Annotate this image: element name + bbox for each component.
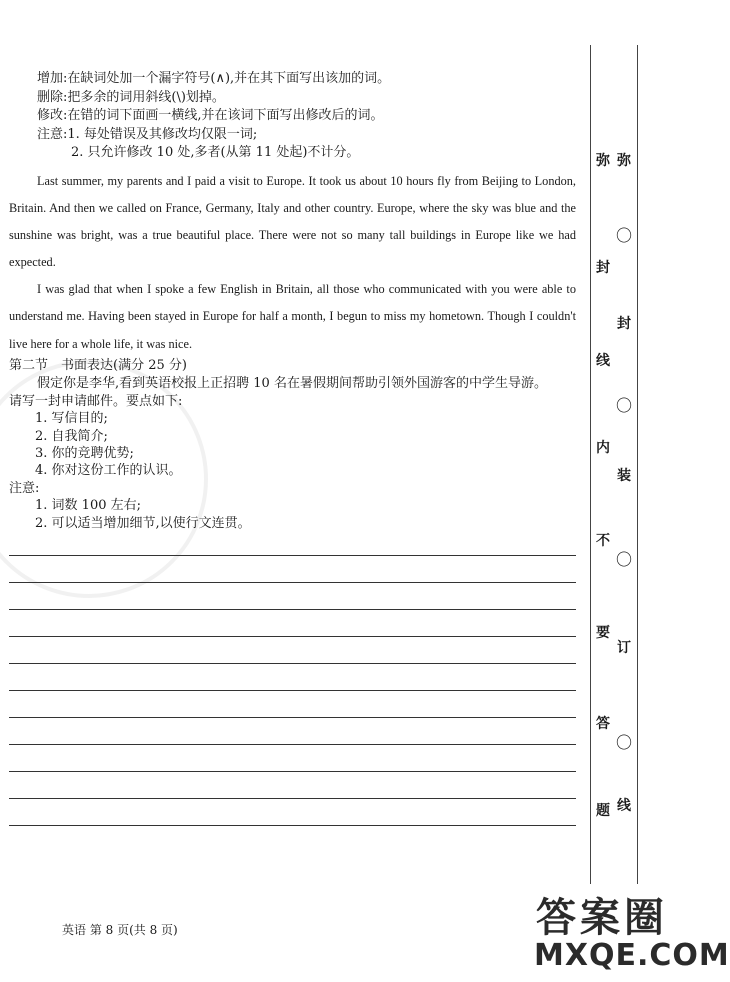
passage-paragraph-1: Last summer, my parents and I paid a visit to Europe. It took us about 10 hours fly from Beijing to London, Britain. And then we called on France, Germany, Italy and other country. Europe, where the sky was blue and the sunshine was bright, was a true beautiful place. There were not so many tall buildings in Europe like we had expected. [9,174,576,270]
section-title: 第二节 书面表达(满分 25 分) [9,358,187,373]
margin-char: 题 [596,803,610,819]
prompt-line-2: 请写一封申请邮件。要点如下: [9,393,183,409]
margin-char: 线 [596,353,610,369]
note-1: 1. 词数 100 左右; [35,498,141,514]
instruction-modify: 修改:在错的词下面画一横线,并在该词下面写出修改后的词。 [37,108,384,123]
watermark-logo-en: MXQE.COM [534,938,730,973]
point-4: 4. 你对这份工作的认识。 [35,463,182,479]
answer-line[interactable] [9,717,576,718]
binding-line-right [637,45,638,885]
error-correction-passage [9,168,576,358]
margin-char: 答 [596,716,610,732]
prompt-line-1: 假定你是李华,看到英语校报上正招聘 10 名在暑假期间帮助引领外国游客的中学生导游。 [37,376,547,392]
point-3: 3. 你的竞聘优势; [35,446,134,462]
point-2: 2. 自我简介; [35,428,108,444]
circle-mark: 〇 [615,550,632,569]
margin-char: 要 [596,625,610,641]
instruction-note-2: 2. 只允许修改 10 处,多者(从第 11 处起)不计分。 [71,145,360,160]
margin-char: 封 [596,260,610,276]
margin-char: 弥 [617,153,631,169]
instruction-add: 增加:在缺词处加一个漏字符号(∧),并在其下面写出该加的词。 [37,71,391,86]
circle-mark: 〇 [615,733,632,752]
note-label: 注意: [9,480,40,496]
answer-line[interactable] [9,636,576,637]
answer-line[interactable] [9,771,576,772]
margin-char: 线 [617,798,631,814]
instruction-delete: 删除:把多余的词用斜线(\)划掉。 [37,89,225,105]
margin-char: 装 [617,468,631,484]
note-2: 2. 可以适当增加细节,以使行文连贯。 [35,515,251,531]
margin-char: 内 [596,440,610,456]
passage-paragraph-2: I was glad that when I spoke a few English in Britain, all those who communicated with you were able to understand me. Having been stayed in Europe for half a month, I begun to miss my hometown. Though I couldn't live here for a whole life, it was nice. [9,282,576,351]
answer-line[interactable] [9,663,576,664]
answer-line[interactable] [9,609,576,610]
margin-char: 封 [617,316,631,332]
point-1: 1. 写信目的; [35,411,108,427]
watermark-logo [532,884,730,980]
margin-char: 不 [596,533,610,549]
answer-line[interactable] [9,555,576,556]
answer-line[interactable] [9,825,576,826]
writing-task [9,357,576,532]
binding-line-left [590,45,591,885]
answer-line[interactable] [9,798,576,799]
margin-char: 订 [617,640,631,656]
answer-line[interactable] [9,582,576,583]
answer-line[interactable] [9,690,576,691]
answer-line[interactable] [9,744,576,745]
instruction-note-1: 注意:1. 每处错误及其修改均仅限一词; [37,126,258,142]
correction-instructions [37,70,390,163]
circle-mark: 〇 [615,226,632,245]
margin-char: 弥 [596,153,610,169]
page-footer: 英语 第 8 页(共 8 页) [62,923,178,937]
watermark-logo-cn: 答案圈 [536,895,668,941]
circle-mark: 〇 [615,396,632,415]
